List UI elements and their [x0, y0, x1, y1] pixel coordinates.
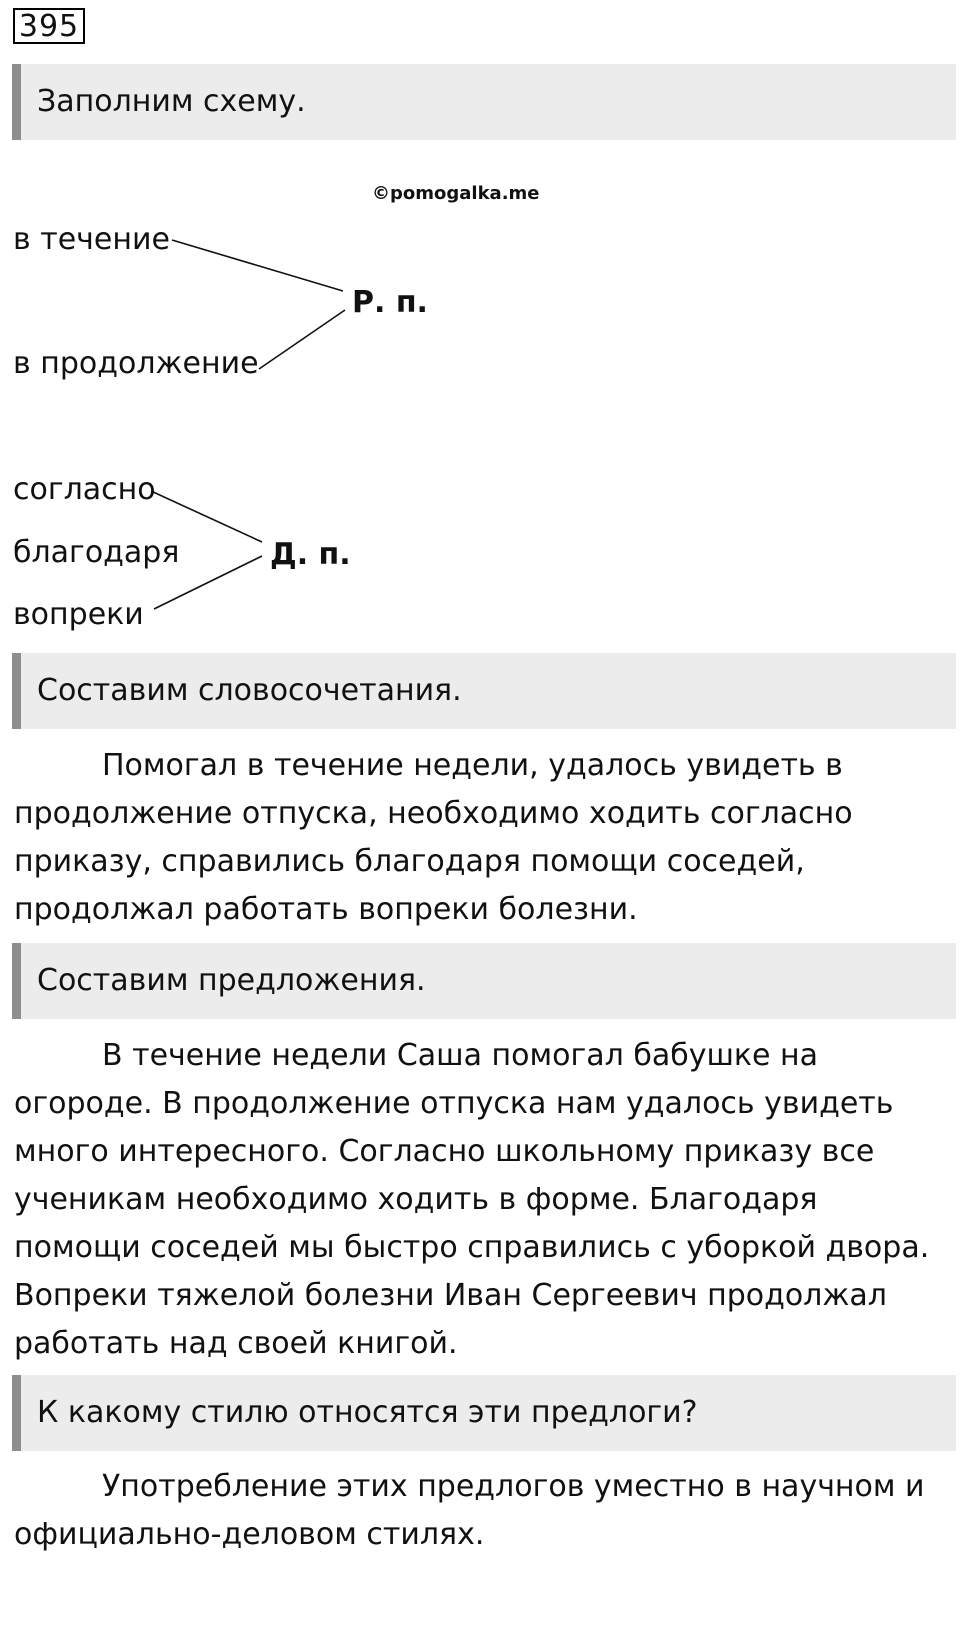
watermark: ©pomogalka.me [372, 183, 540, 204]
scheme-case-dative: Д. п. [270, 537, 351, 572]
scheme-case-genitive: Р. п. [352, 285, 428, 320]
phrases-paragraph: Помогал в течение недели, удалось увидеть в продолжение отпуска, необходимо ходить согласно приказу, справились благодаря помощи соседей, продолжал работать вопреки болезни. [14, 748, 853, 927]
section-heading-style [12, 1375, 956, 1451]
section-heading-phrases [12, 653, 956, 729]
section-heading-text: Составим предложения. [37, 963, 426, 998]
connector-line [259, 310, 345, 369]
section-heading-text: Составим словосочетания. [37, 673, 462, 708]
sentences-paragraph: В течение недели Саша помогал бабушке на огороде. В продолжение отпуска нам удалось увидеть много интересного. Согласно школьному приказу все ученикам необходимо ходить в форме. Благодаря помощи соседей мы быстро справились с уборкой двора. Вопреки тяжелой болезни Иван Сергеевич продолжал работать над своей книгой. [14, 1038, 930, 1361]
scheme-item-vopreki: вопреки [13, 597, 144, 632]
connector-line [172, 240, 343, 291]
scheme-item-v-prodolzhenie: в продолжение [13, 346, 259, 381]
task-number: 395 [13, 8, 85, 44]
scheme-item-soglasno: согласно [13, 472, 156, 507]
section-heading-text: Заполним схему. [37, 84, 306, 119]
section-heading-text: К какому стилю относятся эти предлоги? [37, 1395, 698, 1430]
scheme-item-blagodarya: благодаря [13, 535, 180, 570]
scheme-item-v-techenie: в течение [13, 222, 170, 257]
style-paragraph: Употребление этих предлогов уместно в научном и официально-деловом стилях. [14, 1469, 925, 1552]
section-heading-sentences [12, 943, 956, 1019]
